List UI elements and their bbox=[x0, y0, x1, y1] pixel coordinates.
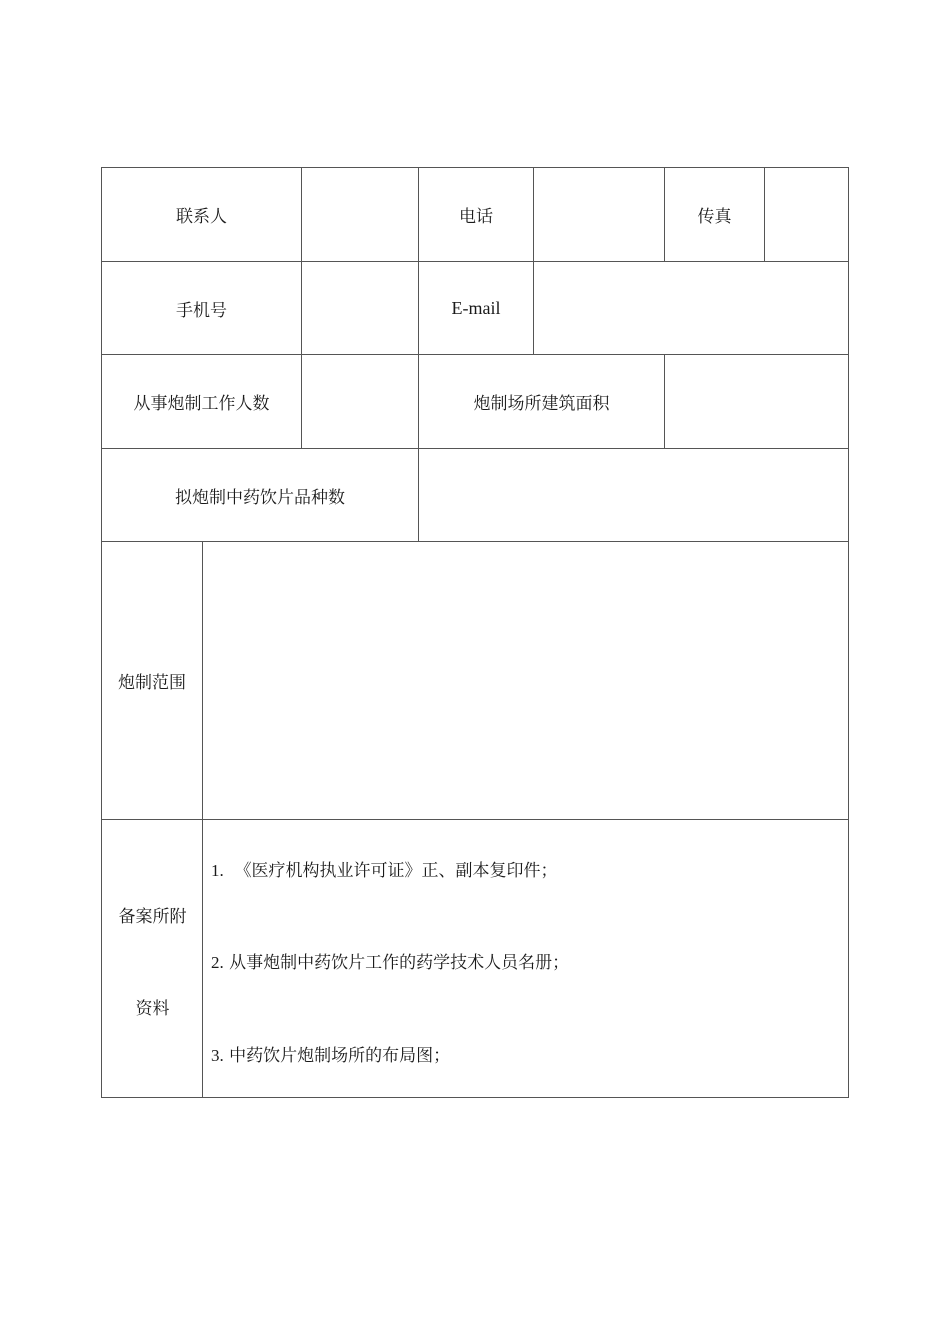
attachment-item-1 bbox=[211, 856, 558, 881]
fax-field[interactable] bbox=[765, 168, 848, 261]
attachment-text: 从事炮制中药饮片工作的药学技术人员名册； bbox=[229, 953, 570, 973]
scope-label: 炮制范围 bbox=[118, 673, 186, 693]
scope-field[interactable] bbox=[203, 542, 848, 819]
attachments-label-line2: 资料 bbox=[135, 999, 170, 1019]
attachment-item-2 bbox=[211, 948, 569, 973]
staff-count-label: 从事炮制工作人数 bbox=[133, 394, 270, 414]
attachment-item-3 bbox=[211, 1041, 450, 1066]
contact-field[interactable] bbox=[302, 168, 418, 261]
variety-count-label: 拟炮制中药饮片品种数 bbox=[175, 487, 345, 508]
attachments-label-line1: 备案所附 bbox=[118, 907, 187, 927]
mobile-field[interactable] bbox=[302, 262, 418, 354]
area-label: 炮制场所建筑面积 bbox=[473, 394, 610, 414]
attachment-number: 1. bbox=[211, 861, 224, 880]
phone-label: 电话 bbox=[459, 207, 493, 227]
mobile-label: 手机号 bbox=[176, 300, 227, 321]
email-label: E-mail bbox=[451, 297, 501, 318]
variety-count-field[interactable] bbox=[419, 449, 848, 541]
filing-form-table bbox=[101, 167, 849, 1098]
attachment-text: 中药饮片炮制场所的布局图； bbox=[229, 1046, 451, 1066]
contact-label: 联系人 bbox=[176, 207, 227, 227]
phone-field[interactable] bbox=[534, 168, 664, 261]
attachment-number: 3. bbox=[211, 1046, 224, 1065]
attachment-text: 《医疗机构执业许可证》正、副本复印件； bbox=[234, 861, 558, 881]
area-field[interactable] bbox=[665, 355, 848, 448]
email-field[interactable] bbox=[534, 262, 848, 354]
row-divider bbox=[102, 819, 848, 820]
fax-label: 传真 bbox=[697, 207, 732, 227]
attachment-number: 2. bbox=[211, 953, 224, 972]
staff-count-field[interactable] bbox=[302, 355, 418, 448]
